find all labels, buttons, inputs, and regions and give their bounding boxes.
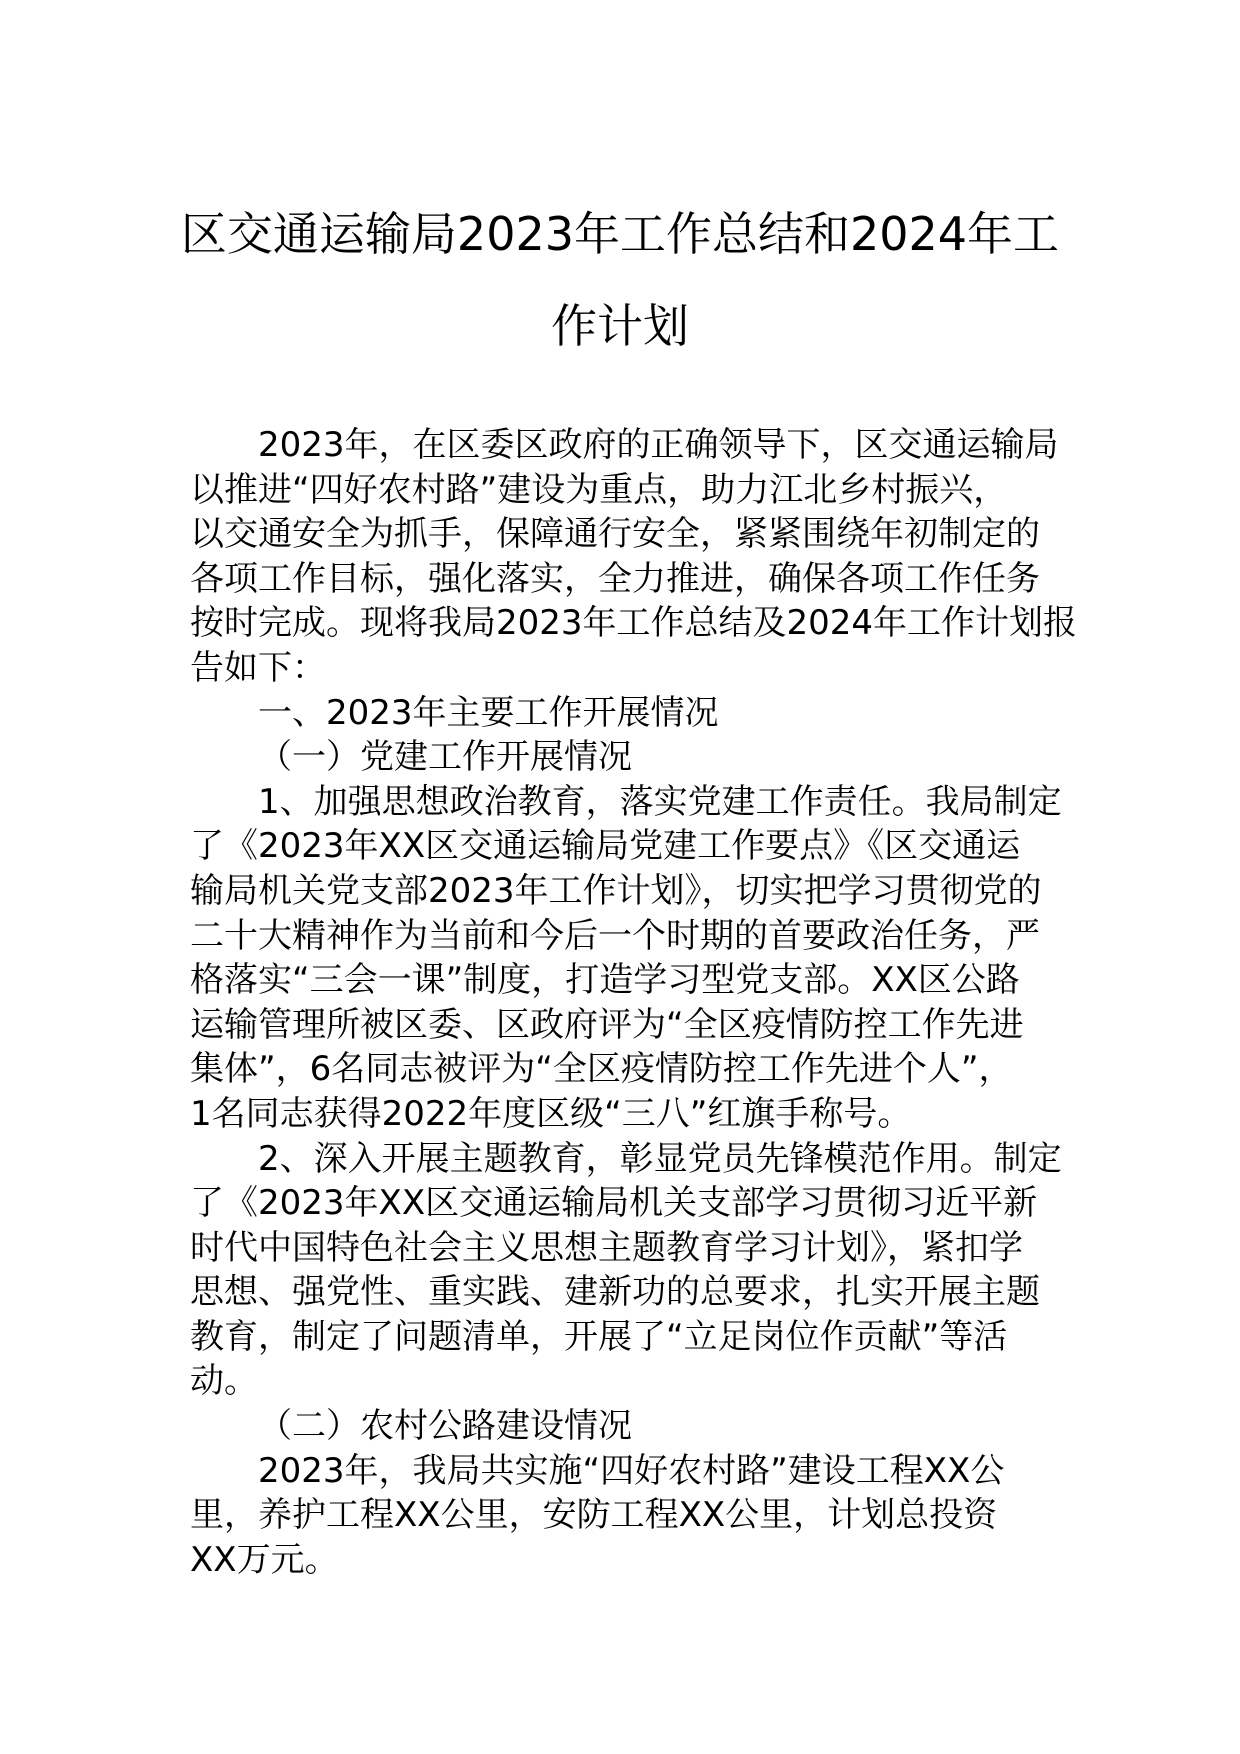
paragraph-item-1-line: 集体”，6名同志被评为“全区疫情防控工作先进个人”， [190, 1049, 1013, 1090]
paragraph-item-2-line: 2、深入开展主题教育，彰显党员先锋模范作用。制定 [258, 1138, 1062, 1179]
subsection-heading-2: （二）农村公路建设情况 [258, 1406, 632, 1447]
document-body [190, 423, 1078, 1582]
title-line-2: 作计划 [551, 299, 689, 353]
document-title [150, 188, 1090, 372]
paragraph-intro-line: 告如下： [190, 647, 326, 688]
paragraph-item-1-line: 格落实“三会一课”制度，打造学习型党支部。XX区公路 [190, 960, 1020, 1001]
paragraph-item-2-line: 思想、强党性、重实践、建新功的总要求，扎实开展主题 [190, 1272, 1040, 1313]
section-heading-1: 一、2023年主要工作开展情况 [258, 692, 719, 733]
paragraph-item-1-line: 1、加强思想政治教育，落实党建工作责任。我局制定 [258, 781, 1062, 822]
paragraph-item-2-line: 了《2023年XX区交通运输局机关支部学习贯彻习近平新 [190, 1183, 1038, 1224]
paragraph-intro-line: 以交通安全为抓手，保障通行安全，紧紧围绕年初制定的 [190, 514, 1040, 555]
subsection-heading-1: （一）党建工作开展情况 [258, 737, 632, 778]
paragraph-intro-line: 以推进“四好农村路”建设为重点，助力江北乡村振兴， [190, 469, 1008, 510]
paragraph-intro-line: 各项工作目标，强化落实，全力推进，确保各项工作任务 [190, 558, 1040, 599]
paragraph-roads-line: 2023年，我局共实施“四好农村路”建设工程XX公 [258, 1450, 1005, 1491]
paragraph-roads-line: XX万元。 [190, 1539, 339, 1580]
paragraph-intro-line: 按时完成。现将我局2023年工作总结及2024年工作计划报 [190, 603, 1078, 644]
paragraph-intro-line: 2023年，在区委区政府的正确领导下，区交通运输局 [258, 425, 1059, 465]
paragraph-item-1-line: 输局机关党支部2023年工作计划》，切实把学习贯彻党的 [190, 870, 1042, 911]
paragraph-item-2-line: 时代中国特色社会主义思想主题教育学习计划》，紧扣学 [190, 1227, 1023, 1268]
paragraph-item-1-line: 了《2023年XX区交通运输局党建工作要点》《区交通运 [190, 826, 1021, 867]
paragraph-item-2-line: 教育，制定了问题清单，开展了“立足岗位作贡献”等活 [190, 1316, 1008, 1357]
paragraph-roads-line: 里，养护工程XX公里，安防工程XX公里，计划总投资 [190, 1495, 998, 1536]
paragraph-item-2-line: 动。 [190, 1361, 258, 1402]
paragraph-item-1-line: 二十大精神作为当前和今后一个时期的首要政治任务，严 [190, 915, 1040, 956]
paragraph-item-1-line: 1名同志获得2022年度区级“三八”红旗手称号。 [190, 1093, 912, 1134]
title-line-1: 区交通运输局2023年工作总结和2024年工 [180, 207, 1060, 261]
paragraph-item-1-line: 运输管理所被区委、区政府评为“全区疫情防控工作先进 [190, 1004, 1024, 1045]
